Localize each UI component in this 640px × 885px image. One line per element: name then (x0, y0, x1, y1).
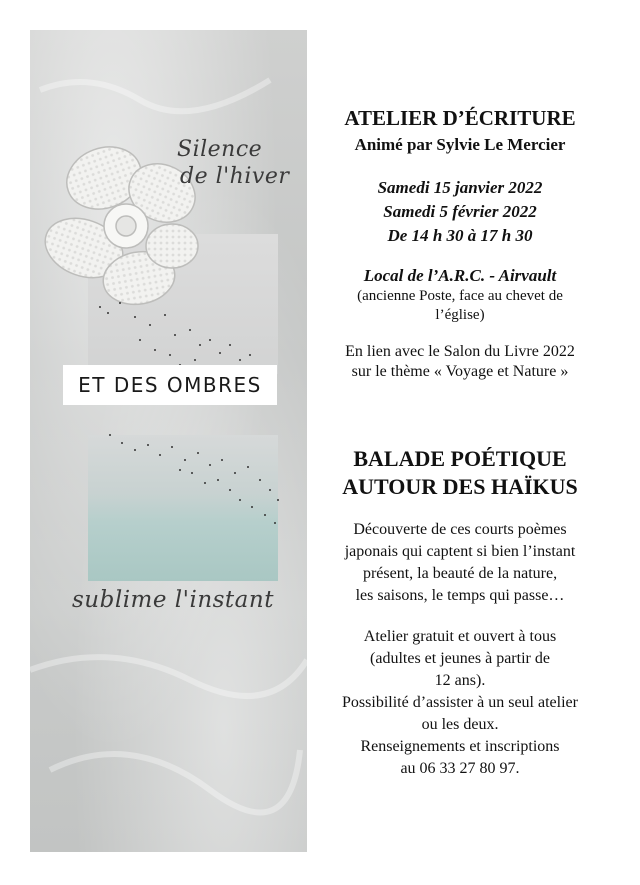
walk-description-2: japonais qui captent si bien l’instant (344, 543, 576, 560)
bird-flock-image (80, 295, 295, 535)
artwork-panel (30, 30, 307, 852)
walk-description-4: les saisons, le temps qui passe… (355, 587, 565, 604)
walk-info-1: Atelier gratuit et ouvert à tous (363, 628, 557, 645)
handwriting-silence: Silence (177, 137, 263, 162)
event-link-1: En lien avec le Salon du Livre 2022 (345, 343, 575, 360)
event-title: ATELIER D’ÉCRITURE (344, 106, 576, 130)
event-date-1: Samedi 15 janvier 2022 (377, 178, 543, 197)
walk-info-4: Possibilité d’assister à un seul atelier (342, 694, 578, 711)
event-time: De 14 h 30 à 17 h 30 (387, 226, 533, 245)
event-place-detail-2: l’église) (435, 307, 485, 323)
walk-info-5: ou les deux. (421, 716, 499, 733)
event-place: Local de l’A.R.C. - Airvault (363, 266, 557, 285)
handwriting-instant: sublime l'instant (72, 587, 274, 613)
event-place-detail-1: (ancienne Poste, face au chevet de (357, 288, 563, 304)
walk-title-1: BALADE POÉTIQUE (353, 446, 567, 471)
handwriting-hiver: de l'hiver (180, 164, 290, 189)
walk-description-3: présent, la beauté de la nature, (362, 565, 558, 582)
walk-info-7: au 06 33 27 80 97. (400, 760, 520, 777)
walk-info-3: 12 ans). (434, 672, 486, 689)
walk-description-1: Découverte de ces courts poèmes (353, 521, 567, 538)
event-link-2: sur le thème « Voyage et Nature » (351, 363, 569, 380)
artwork-title-band: ET DES OMBRES (63, 365, 277, 405)
event-date-2: Samedi 5 février 2022 (383, 202, 537, 221)
walk-title-2: AUTOUR DES HAÏKUS (342, 474, 578, 499)
event-host: Animé par Sylvie Le Mercier (354, 135, 566, 154)
walk-info-2: (adultes et jeunes à partir de (370, 650, 550, 667)
walk-info-6: Renseignements et inscriptions (360, 738, 560, 755)
